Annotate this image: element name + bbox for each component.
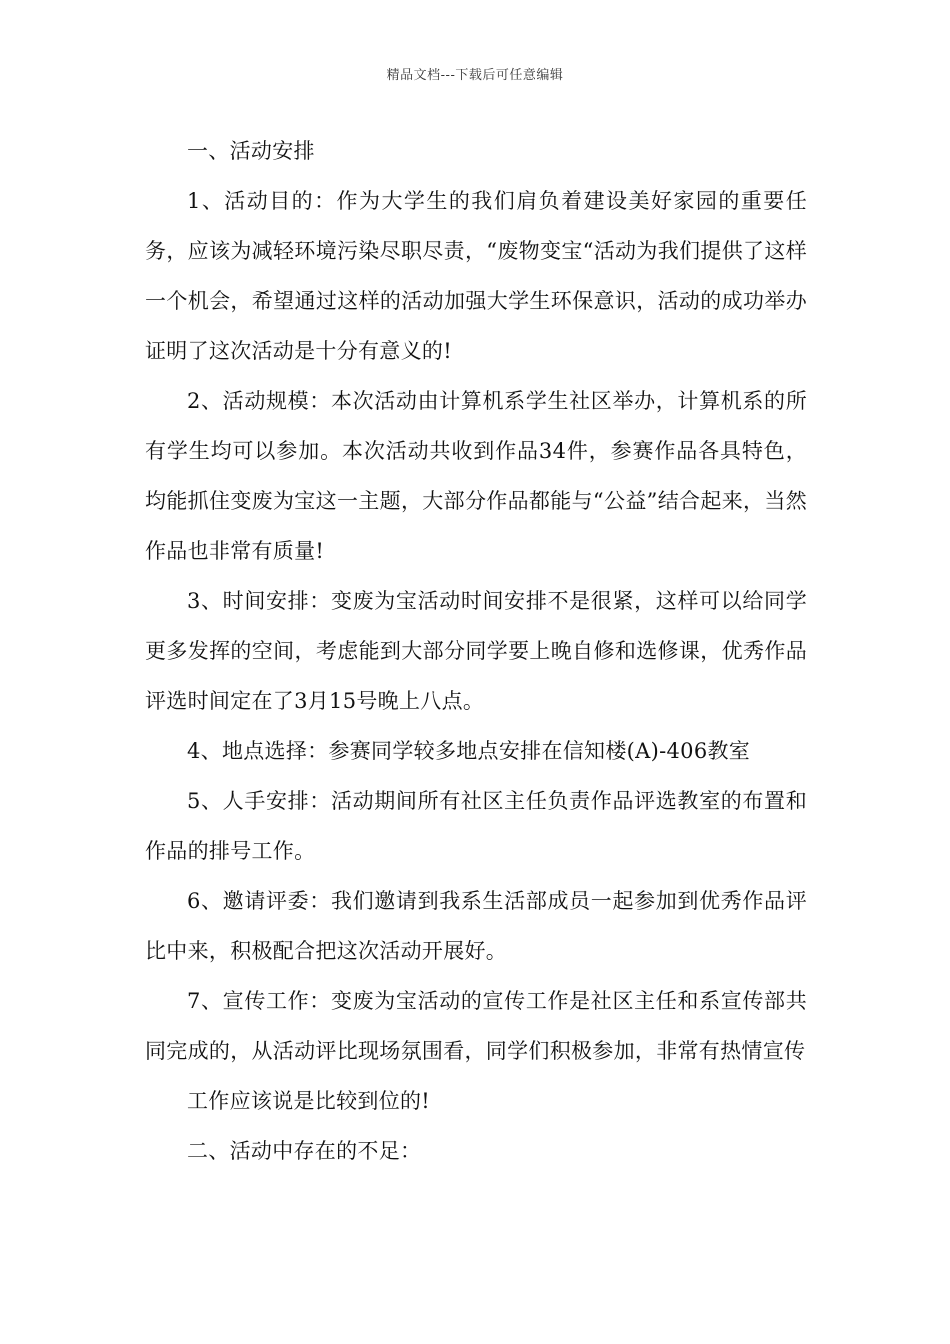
paragraph-time-arrangement: 3、时间安排：变废为宝活动时间安排不是很紧，这样可以给同学更多发挥的空间，考虑能到大部分同学要上晚自修和选修课，优秀作品评选时间定在了3月15号晚上八点。 [145, 589, 807, 713]
paragraph-location-selection: 4、地点选择：参赛同学较多地点安排在信知楼(A)-406教室 [187, 739, 751, 763]
document-body [145, 126, 807, 1176]
section-heading-activity-arrangement: 一、活动安排 [187, 139, 315, 163]
paragraph-activity-scale: 2、活动规模：本次活动由计算机系学生社区举办，计算机系的所有学生均可以参加。本次活动共收到作品34件，参赛作品各具特色，均能抓住变废为宝这一主题，大部分作品都能与“公益”结合起来，当然作品也非常有质量! [145, 389, 807, 563]
paragraph-staff-arrangement: 5、人手安排：活动期间所有社区主任负责作品评选教室的布置和作品的排号工作。 [145, 789, 807, 863]
paragraph-activity-purpose: 1、活动目的：作为大学生的我们肩负着建设美好家园的重要任务，应该为减轻环境污染尽职尽责，“废物变宝“活动为我们提供了这样一个机会，希望通过这样的活动加强大学生环保意识，活动的成功举办证明了这次活动是十分有意义的! [145, 189, 807, 363]
page-header: 精品文档---下载后可任意编辑 [386, 68, 564, 83]
paragraph-publicity-work: 7、宣传工作：变废为宝活动的宣传工作是社区主任和系宣传部共同完成的，从活动评比现场氛围看，同学们积极参加，非常有热情宣传 [145, 989, 807, 1063]
section-heading-shortcomings: 二、活动中存在的不足： [187, 1139, 422, 1163]
paragraph-invited-judges: 6、邀请评委：我们邀请到我系生活部成员一起参加到优秀作品评比中来，积极配合把这次活动开展好。 [145, 889, 807, 963]
paragraph-publicity-conclusion: 工作应该说是比较到位的! [187, 1089, 431, 1113]
